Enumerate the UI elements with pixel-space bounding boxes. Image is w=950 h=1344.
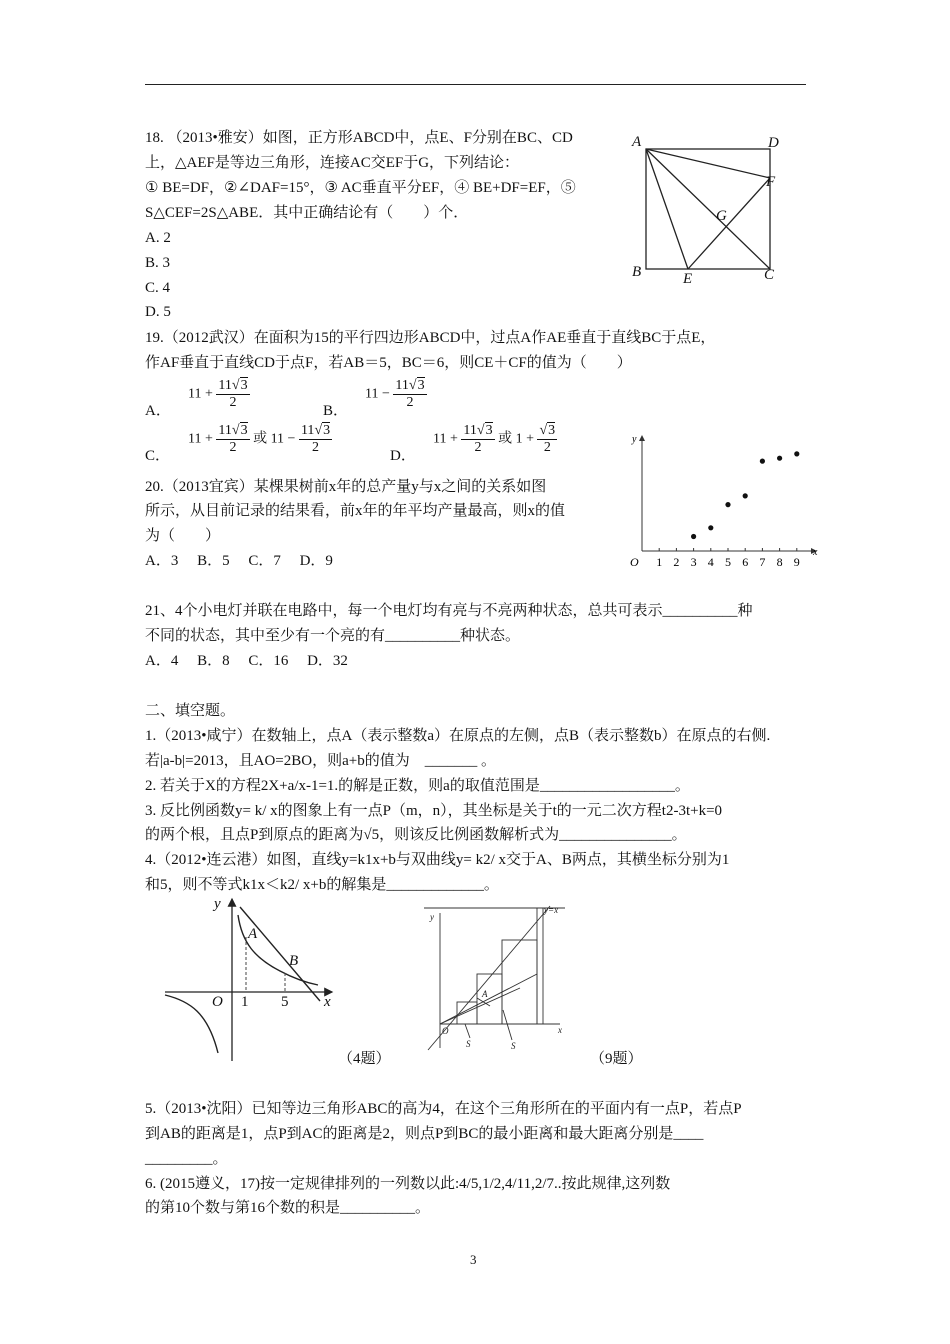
q19-option-a-label: A． [145, 403, 171, 419]
x-tick-label: 6 [742, 555, 749, 569]
fig9-line-label: y=x [544, 905, 559, 915]
denominator: 2 [406, 395, 414, 410]
q19-option-c-label: C． [145, 448, 171, 464]
fraction: $\frac{11√3}{2}$ [218, 378, 248, 410]
q20-options: A．3 B．5 C．7 D．9 [145, 553, 333, 569]
q21-line: 21、4个小电灯并联在电路中，每一个电灯均有亮与不亮两种状态，总共可表示__________种 [145, 603, 753, 619]
operator: + [204, 386, 213, 402]
q19-line: 作AF垂直于直线CD于点F，若AB＝5，BC＝6，则CE＋CF的值为（ ） [145, 355, 632, 371]
staircase-figure [420, 898, 570, 1058]
q18-line: ① BE=DF，②∠DAF=15°，③ AC垂直平分EF，④ BE+DF=EF，⑤ [145, 180, 576, 196]
radicand: 3 [323, 423, 331, 438]
caption-fig4: （4题） [338, 1051, 391, 1067]
x-tick-label: 2 [673, 555, 680, 569]
fill-line: 若|a-b|=2013，且AO=2BO，则a+b的值为 _______ 。 [145, 753, 496, 769]
denominator: 2 [312, 440, 320, 455]
fill-line: 和5，则不等式k1x＜k2/ x+b的解集是_____________。 [145, 877, 499, 893]
fig9-x-label: x [558, 1025, 562, 1035]
label-e: E [683, 271, 693, 287]
caption-fig9: （9题） [590, 1051, 643, 1067]
denominator: 2 [229, 440, 237, 455]
q20-line: 所示，从目前记录的结果看，前x年的年平均产量最高，则x的值 [145, 503, 566, 519]
or-word: 或 [253, 431, 268, 447]
q20-line: 为（ ） [145, 528, 221, 544]
fig9-s2-label: S [511, 1041, 516, 1051]
q19-line: 19.（2012武汉）在面积为15的平行四边形ABCD中，过点A作AE垂直于直线BC于点E， [145, 330, 716, 346]
x-axis-label: x [813, 547, 818, 558]
fig4-tick-1: 1 [241, 994, 249, 1010]
operator: − [287, 431, 296, 447]
header-rule [145, 84, 806, 85]
fraction: $\frac{11√3}{2}$ [463, 423, 493, 455]
numerator: 11 [395, 378, 409, 393]
q19-option-d-label: D． [390, 448, 416, 464]
fraction: $\frac{11√3}{2}$ [395, 378, 425, 410]
q19-option-c [188, 423, 332, 456]
operator: + [449, 431, 458, 447]
radicand: 3 [417, 378, 425, 393]
q21-options: A．4 B．8 C．16 D．32 [145, 653, 348, 669]
fig9-point-a: A [482, 989, 488, 999]
radicand: 3 [485, 423, 493, 438]
q19-option-b-label: B． [323, 403, 349, 419]
label-c: C [764, 267, 775, 283]
q19-option-a [188, 378, 250, 411]
q18-line: 18. （2013•雅安）如图，正方形ABCD中，点E、F分别在BC、CD [145, 130, 573, 146]
term: 11 [433, 431, 447, 447]
origin-label: O [630, 555, 639, 569]
operator: + [526, 431, 534, 447]
fill-line: 6. (2015遵义，17)按一定规律排列的一列数以此:4/5,1/2,4/11,2/7..按此规律,这列数 [145, 1176, 671, 1192]
q19-option-b [365, 378, 427, 411]
denominator: 2 [229, 395, 237, 410]
q21-line: 不同的状态，其中至少有一个亮的有__________种状态。 [145, 628, 521, 644]
operator: + [204, 431, 213, 447]
fraction: $\frac{√3}{2}$ [539, 423, 556, 455]
data-point [777, 456, 782, 461]
q19-option-d [433, 423, 557, 456]
fig4-tick-5: 5 [281, 994, 289, 1010]
fig4-y-label: y [214, 896, 221, 912]
fill-line: 到AB的距离是1，点P到AC的距离是2，则点P到BC的最小距离和最大距离分别是____ [145, 1126, 704, 1142]
or-word: 或 [498, 431, 513, 447]
q18-line: 上，△AEF是等边三角形，连接AC交EF于G，下列结论： [145, 155, 520, 171]
fig4-x-label: x [324, 994, 331, 1010]
numerator: 11 [218, 378, 232, 393]
fill-line: 的第10个数与第16个数的积是__________。 [145, 1200, 431, 1216]
fill-line: 2. 若关于X的方程2X+a/x-1=1.的解是正数，则a的取值范围是__________________。 [145, 778, 690, 794]
numerator: 11 [300, 423, 315, 438]
numerator: 11 [463, 423, 477, 438]
fraction: $\frac{11√3}{2}$ [300, 423, 331, 455]
label-f: F [766, 174, 776, 190]
q18-option-b: B. 3 [145, 255, 171, 271]
radicand: 3 [240, 378, 248, 393]
x-tick-label: 1 [656, 555, 663, 569]
term: 11 [270, 431, 285, 447]
fill-line: 5.（2013•沈阳）已知等边三角形ABC的高为4，在这个三角形所在的平面内有一点P，若点P [145, 1101, 742, 1117]
term: 11 [188, 386, 202, 402]
denominator: 2 [543, 440, 551, 455]
label-g: G [716, 208, 727, 224]
page-number: 3 [470, 1252, 477, 1267]
fig9-s1-label: S [466, 1039, 471, 1049]
fig4-point-a: A [248, 926, 258, 942]
q18-option-d: D. 5 [145, 304, 171, 320]
x-tick-label: 5 [725, 555, 731, 569]
term: 11 [188, 431, 202, 447]
section-title: 二、填空题。 [145, 703, 236, 719]
data-point [691, 534, 696, 539]
fill-line: 的两个根，且点P到原点的距离为√5，则该反比例函数解析式为_______________。 [145, 827, 687, 843]
label-b: B [632, 264, 642, 280]
term: 11 [365, 386, 379, 402]
square-figure [628, 130, 788, 290]
x-tick-label: 9 [793, 555, 800, 569]
x-tick-label: 4 [707, 555, 714, 569]
x-tick-label: 8 [776, 555, 783, 569]
data-point [794, 451, 799, 456]
term: 1 [515, 431, 523, 447]
q18-line: S△CEF=2S△ABE．其中正确结论有（ ）个． [145, 205, 469, 221]
x-tick-label: 7 [759, 555, 766, 569]
data-point [708, 525, 713, 530]
fill-line: _________。 [145, 1151, 228, 1167]
label-d: D [768, 135, 779, 151]
q18-option-a: A. 2 [145, 230, 171, 246]
fig4-point-b: B [289, 953, 299, 969]
fill-line: 4.（2012•连云港）如图，直线y=k1x+b与双曲线y= k2/ x交于A、B两点，其横坐标分别为1 [145, 852, 730, 868]
fill-line: 1.（2013•咸宁）在数轴上，点A（表示整数a）在原点的左侧，点B（表示整数b）在原点的右侧. [145, 728, 771, 744]
fig9-origin: O [442, 1026, 449, 1036]
fraction: $\frac{11√3}{2}$ [218, 423, 248, 455]
label-a: A [632, 134, 642, 150]
y-axis-label: y [632, 434, 637, 445]
data-point [725, 502, 730, 507]
fig4-origin: O [212, 994, 223, 1010]
fig9-y-label: y [430, 912, 434, 922]
x-tick-label: 3 [690, 555, 697, 569]
q20-line: 20.（2013宜宾）某棵果树前x年的总产量y与x之间的关系如图 [145, 479, 547, 495]
numerator: 11 [218, 423, 232, 438]
operator: − [381, 386, 390, 402]
hyperbola-figure [160, 893, 340, 1065]
denominator: 2 [474, 440, 482, 455]
q18-option-c: C. 4 [145, 280, 171, 296]
radicand: 3 [548, 423, 556, 438]
fill-line: 3. 反比例函数y= k/ x的图象上有一点P（m，n），其坐标是关于t的一元二次方程t2-3t+k=0 [145, 803, 723, 819]
radicand: 3 [240, 423, 248, 438]
data-point [760, 459, 765, 464]
scatter-chart [622, 430, 822, 575]
data-point [743, 493, 748, 498]
